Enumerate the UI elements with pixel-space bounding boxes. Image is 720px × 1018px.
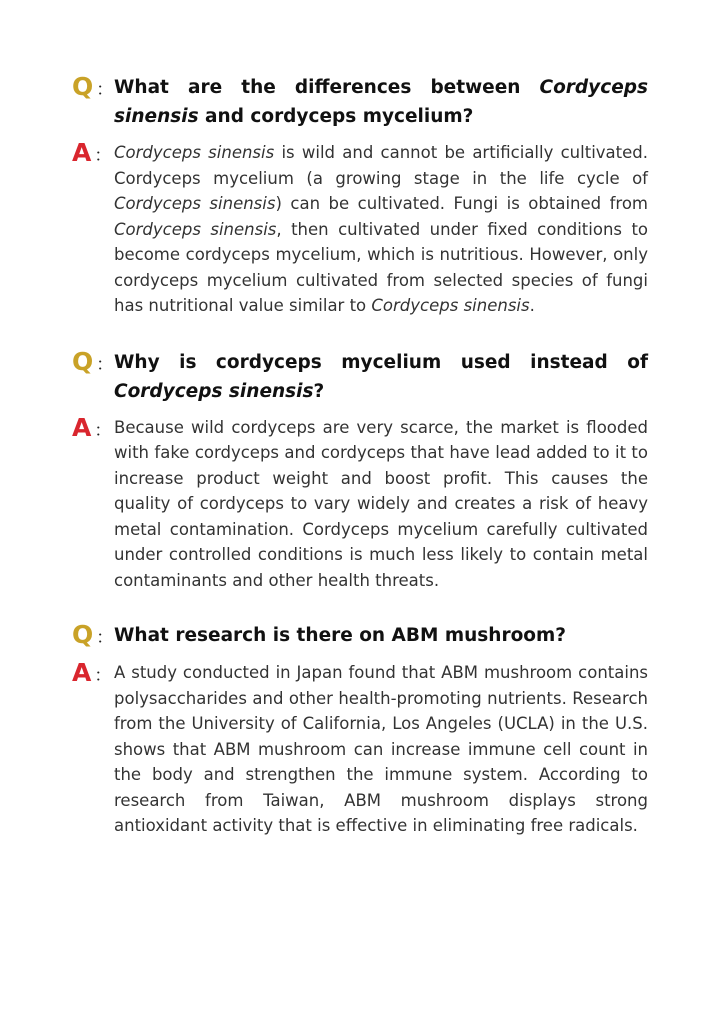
answer-marker (72, 140, 114, 169)
answer-letter: A (72, 412, 92, 442)
question-emphasis: Cordyceps sinensis (114, 380, 314, 402)
answer-segment: . (529, 296, 535, 315)
answer-row (72, 412, 648, 594)
answer-emphasis: Cordyceps sinensis (114, 194, 276, 213)
answer-segment: ) can be cultivated. Fungi is obtained from (275, 194, 649, 213)
answer-marker (72, 660, 114, 689)
question-suffix: and cordyceps mycelium? (198, 106, 474, 127)
answer-letter: A (72, 138, 92, 167)
question-row (72, 74, 648, 131)
question-letter: Q (72, 346, 94, 376)
question-text: What research is there on ABM mushroom? (114, 625, 566, 646)
question-colon: ： (96, 354, 114, 375)
answer-colon: ： (94, 666, 112, 686)
answer-marker (72, 412, 114, 444)
answer-segment: , then cultivated under fixed conditions to become cordyceps mycelium, which is nutritious. However, only cordyceps mycelium cultivated from selected species of fungi has nutritional value similar to (114, 219, 649, 315)
question-letter: Q (72, 72, 94, 101)
question-marker (72, 74, 114, 103)
question-row (72, 346, 648, 406)
question-colon: ： (96, 628, 114, 648)
question-text (114, 73, 648, 131)
question-text (114, 348, 648, 406)
faq-item-2 (72, 346, 648, 594)
question-emphasis: Cordyceps sinensis (114, 77, 648, 127)
faq-item-3 (72, 622, 648, 839)
question-row (72, 622, 648, 651)
faq-list (72, 74, 648, 839)
answer-colon: ： (94, 420, 112, 441)
faq-item-1 (72, 74, 648, 319)
answer-segment: is wild and cannot be artificially cultivated. Cordyceps mycelium (a growing stage in the life cycle of (114, 143, 648, 188)
answer-emphasis: Cordyceps sinensis (114, 219, 277, 239)
question-prefix: Why is cordyceps mycelium used instead of (114, 351, 648, 373)
question-letter: Q (72, 620, 94, 649)
answer-letter: A (72, 658, 92, 687)
answer-text: A study conducted in Japan found that ABM mushroom contains polysaccharides and other health-promoting nutrients. Research from the University of California, Los Angeles (UCLA) in the U.S. shows that ABM mushroom can increase immune cell count in the body and strengthen the immune system. According to research from Taiwan, ABM mushroom displays strong antioxidant activity that is effective in eliminating free radicals. (114, 663, 648, 835)
answer-row (72, 660, 648, 839)
answer-row (72, 140, 648, 319)
question-prefix: What are the differences between (114, 77, 540, 98)
question-colon: ： (96, 80, 114, 100)
answer-emphasis: Cordyceps sinensis (114, 143, 275, 162)
question-marker (72, 346, 114, 378)
answer-emphasis: Cordyceps sinensis (371, 296, 530, 315)
question-suffix: ? (313, 380, 325, 402)
answer-text (114, 140, 648, 319)
question-marker (72, 622, 114, 651)
answer-text: Because wild cordyceps are very scarce, the market is flooded with fake cordyceps and cordyceps that have lead added to it to increase product weight and boost profit. This causes the quality of cordyceps to vary widely and creates a risk of heavy metal contamination. Cordyceps mycelium carefully cultivated under controlled conditions is much less likely to contain metal contaminants and other health threats. (114, 417, 648, 590)
answer-colon: ： (94, 146, 112, 166)
